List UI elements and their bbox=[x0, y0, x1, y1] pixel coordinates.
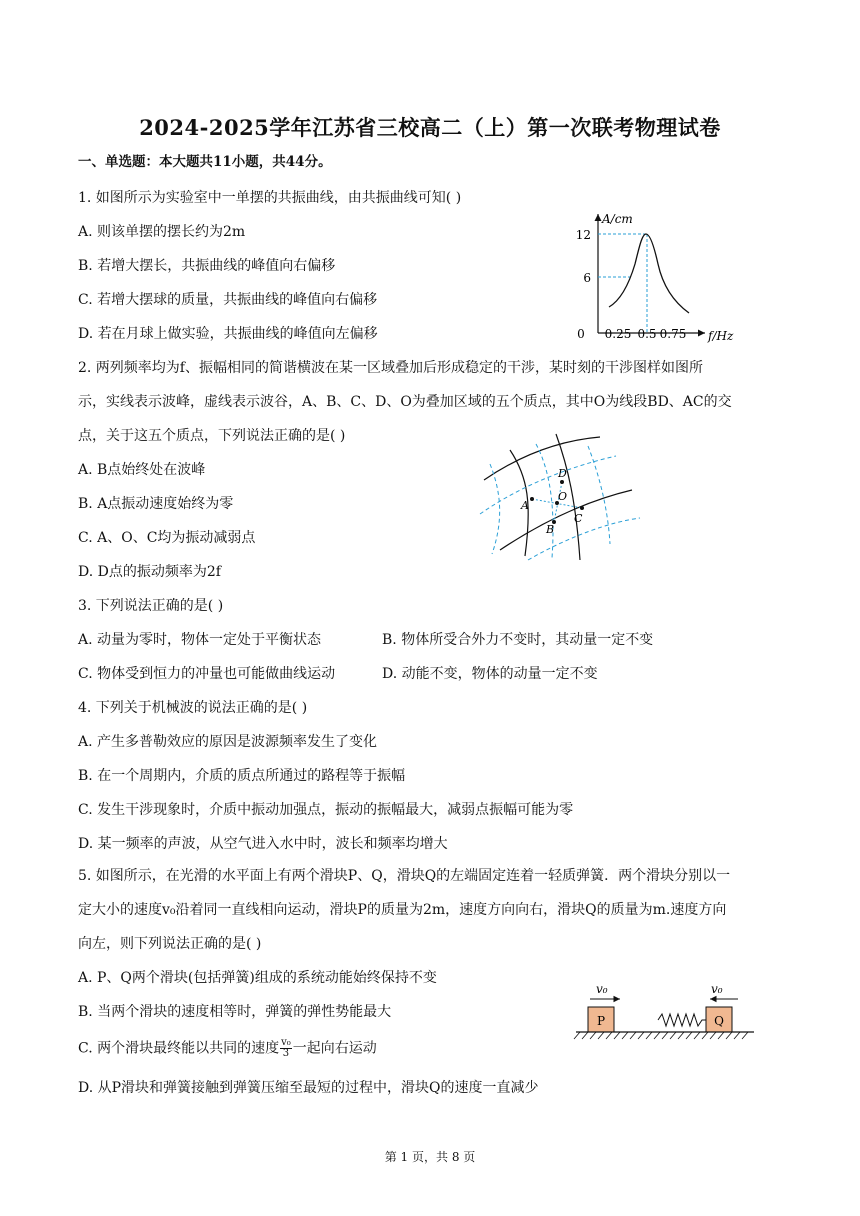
q2-option-b: B. A点振动速度始终为零 bbox=[78, 496, 234, 512]
q5-option-b: B. 当两个滑块的速度相等时，弹簧的弹性势能最大 bbox=[78, 1004, 392, 1020]
block-p-label: P bbox=[596, 1014, 606, 1028]
fraction-denominator: 3 bbox=[282, 1048, 290, 1059]
q3-option-a: A. 动量为零时，物体一定处于平衡状态 bbox=[78, 632, 322, 648]
q4-option-d: D. 某一频率的声波，从空气进入水中时，波长和频率均增大 bbox=[78, 836, 448, 852]
q2-option-c: C. A、O、C均为振动减弱点 bbox=[78, 530, 256, 546]
resonance-curve-figure bbox=[555, 208, 770, 348]
x-tick-label: 0.5 bbox=[637, 327, 657, 341]
q1-option-c: C. 若增大摆球的质量，共振曲线的峰值向右偏移 bbox=[78, 292, 378, 308]
section-heading: 一、单选题：本大题共11小题，共44分。 bbox=[78, 154, 332, 170]
q2-option-d: D. D点的振动频率为2f bbox=[78, 564, 221, 580]
q5-option-a: A. P、Q两个滑块(包括弹簧)组成的系统动能始终保持不变 bbox=[78, 970, 437, 986]
fraction bbox=[280, 1038, 292, 1059]
point-label-a: A bbox=[521, 499, 529, 512]
q1-option-d: D. 若在月球上做实验，共振曲线的峰值向左偏移 bbox=[78, 326, 378, 342]
page-title: 2024-2025学年江苏省三校高二（上）第一次联考物理试卷 bbox=[139, 115, 721, 140]
q5-option-c bbox=[78, 1038, 377, 1059]
q2-option-a: A. B点始终处在波峰 bbox=[78, 462, 206, 478]
q1-option-b: B. 若增大摆长，共振曲线的峰值向右偏移 bbox=[78, 258, 336, 274]
q1-option-a: A. 则该单摆的摆长约为2m bbox=[78, 224, 246, 240]
q4-option-c: C. 发生干涉现象时，介质中振动加强点，振动的振幅最大，减弱点振幅可能为零 bbox=[78, 802, 574, 818]
q5-stem-line3: 向左，则下列说法正确的是( ) bbox=[78, 936, 262, 952]
q2-stem-line1: 2. 两列频率均为f、振幅相同的简谐横波在某一区域叠加后形成稳定的干涉，某时刻的干涉图样如图所 bbox=[78, 360, 703, 376]
q2-stem-line3: 点，关于这五个质点，下列说法正确的是( ) bbox=[78, 428, 346, 444]
velocity-label-q: v₀ bbox=[711, 982, 723, 996]
q5-option-d: D. 从P滑块和弹簧接触到弹簧压缩至最短的过程中，滑块Q的速度一直减少 bbox=[78, 1080, 539, 1096]
page-footer: 第 1 页，共 8 页 bbox=[384, 1150, 476, 1164]
x-tick-label: 0.75 bbox=[659, 327, 687, 341]
q3-option-c: C. 物体受到恒力的冲量也可能做曲线运动 bbox=[78, 666, 336, 682]
interference-pattern-figure bbox=[470, 432, 650, 572]
q4-option-a: A. 产生多普勒效应的原因是波源频率发生了变化 bbox=[78, 734, 378, 750]
q5-option-c-suffix: 一起向右运动 bbox=[292, 1040, 377, 1057]
q5-stem-line1: 5. 如图所示，在光滑的水平面上有两个滑块P、Q，滑块Q的左端固定连着一轻质弹簧．两个滑块分别以一 bbox=[78, 868, 731, 884]
origin-label: 0 bbox=[577, 327, 585, 341]
y-axis-label: A/cm bbox=[602, 212, 633, 226]
point-label-o: O bbox=[558, 490, 568, 503]
q5-option-c-prefix: C. 两个滑块最终能以共同的速度 bbox=[78, 1040, 280, 1057]
x-tick-label: 0.25 bbox=[604, 327, 632, 341]
fraction-numerator: v₀ bbox=[281, 1037, 291, 1048]
sliding-blocks-figure bbox=[570, 978, 760, 1046]
y-tick-label: 12 bbox=[575, 228, 591, 242]
block-q-label: Q bbox=[714, 1014, 724, 1028]
q3-option-b: B. 物体所受合外力不变时，其动量一定不变 bbox=[382, 632, 654, 648]
point-label-c: C bbox=[574, 512, 583, 525]
q1-stem: 1. 如图所示为实验室中一单摆的共振曲线，由共振曲线可知( ) bbox=[78, 190, 462, 206]
point-label-d: D bbox=[558, 467, 567, 480]
q3-stem: 3. 下列说法正确的是( ) bbox=[78, 598, 224, 614]
q4-stem: 4. 下列关于机械波的说法正确的是( ) bbox=[78, 700, 308, 716]
q3-option-d: D. 动能不变，物体的动量一定不变 bbox=[382, 666, 598, 682]
q5-stem-line2: 定大小的速度v₀沿着同一直线相向运动，滑块P的质量为2m，速度方向向右，滑块Q的质量为m.速度方向 bbox=[78, 902, 727, 918]
point-label-b: B bbox=[546, 523, 555, 536]
velocity-label-p: v₀ bbox=[596, 982, 608, 996]
x-axis-label: f/Hz bbox=[708, 329, 734, 343]
y-tick-label: 6 bbox=[583, 271, 591, 285]
q4-option-b: B. 在一个周期内，介质的质点所通过的路程等于振幅 bbox=[78, 768, 406, 784]
q2-stem-line2: 示，实线表示波峰，虚线表示波谷，A、B、C、D、O为叠加区域的五个质点，其中O为线段BD、AC的交 bbox=[78, 394, 732, 410]
